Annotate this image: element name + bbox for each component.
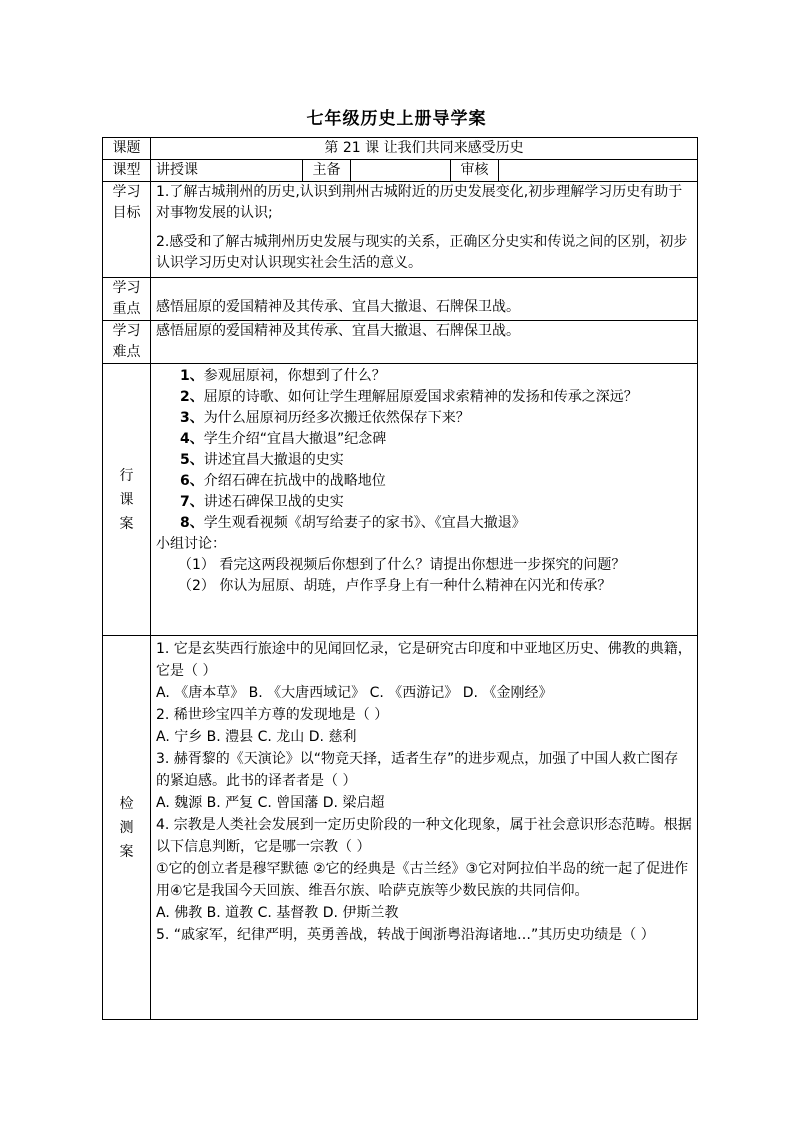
objective-item-1: 1.了解古城荆州的历史,认识到荆州古城附近的历史发展变化,初步理解学习历史有助于对事物发展的认识; <box>156 184 683 221</box>
discussion-item-2: （2） 你认为屈原、胡琏，卢作孚身上有一种什么精神在闪光和传承？ <box>178 578 612 594</box>
type-label: 课型 <box>103 160 151 182</box>
lesson-item-number: 6、 <box>180 473 204 489</box>
lesson-item-number: 8、 <box>180 515 204 531</box>
question-2-options: A. 宁乡 B. 澧县 C. 龙山 D. 慈利 <box>156 729 357 745</box>
key-points-label-line-2: 重点 <box>112 301 141 317</box>
lesson-item-number: 2、 <box>180 389 204 405</box>
lesson-item-number: 4、 <box>180 431 204 447</box>
difficulties-row <box>103 321 698 364</box>
lesson-plan-table <box>102 137 698 1020</box>
lead-label: 主备 <box>303 160 351 182</box>
lesson-item-1 <box>180 366 692 387</box>
question-1-options: A. 《唐本草》 B. 《大唐西域记》 C. 《西游记》 D. 《金刚经》 <box>156 685 553 701</box>
lesson-item-text: 屈原的诗歌、如何让学生理解屈原爱国求索精神的发扬和传承之深远？ <box>203 389 638 405</box>
lesson-item-text: 讲述石碑保卫战的史实 <box>203 494 344 510</box>
objectives-label-line-1: 学习 <box>112 184 141 200</box>
lesson-plan-label-char-2: 课 <box>119 491 134 508</box>
test-plan-label-char-3: 案 <box>119 843 134 860</box>
difficulties-text: 感悟屈原的爱国精神及其传承、宜昌大撤退、石牌保卫战。 <box>151 321 698 364</box>
key-points-row <box>103 278 698 321</box>
topic-row <box>103 138 698 160</box>
question-4-info: ①它的创立者是穆罕默德 ②它的经典是《古兰经》③它对阿拉伯半岛的统一起了促进作用④它是我国今天回族、维吾尔族、哈萨克族等少数民族的共同信仰。 <box>156 861 689 899</box>
lesson-plan-label <box>103 364 151 636</box>
difficulties-label <box>103 321 151 364</box>
lesson-item-text: 为什么屈原祠历经多次搬迁依然保存下来？ <box>203 410 470 426</box>
discussion-item-1: （1） 看完这两段视频后你想到了什么？请提出你想进一步探究的问题？ <box>178 557 626 573</box>
question-2: 2. 稀世珍宝四羊方尊的发现地是（ ） <box>156 707 389 723</box>
lesson-item-2 <box>180 387 692 408</box>
lesson-plan-label-char-1: 行 <box>119 467 134 484</box>
topic-label: 课题 <box>103 138 151 160</box>
question-4: 4. 宗教是人类社会发展到一定历史阶段的一种文化现象，属于社会意识形态范畴。根据以下信息判断，它是哪一宗教（ ） <box>156 817 692 855</box>
lesson-item-4 <box>180 429 692 450</box>
lesson-item-8 <box>180 513 692 534</box>
review-label: 审核 <box>451 160 499 182</box>
lesson-item-text: 学生介绍“宜昌大撤退”纪念碑 <box>203 431 387 447</box>
objectives-row <box>103 182 698 278</box>
lesson-item-text: 学生观看视频《胡写给妻子的家书》、《宜昌大撤退》 <box>203 515 526 531</box>
lesson-item-number: 3、 <box>180 410 204 426</box>
lesson-item-3 <box>180 408 692 429</box>
page-title: 七年级历史上册导学案 <box>306 109 487 129</box>
lesson-item-number: 1、 <box>180 368 204 384</box>
objectives-label <box>103 182 151 278</box>
lesson-plan-content <box>151 364 698 636</box>
question-3-options: A. 魏源 B. 严复 C. 曾国藩 D. 梁启超 <box>156 795 385 811</box>
lesson-plan-row <box>103 364 698 636</box>
objective-item-2: 2.感受和了解古城荆州历史发展与现实的关系，正确区分史实和传说之间的区别，初步认识学习历史对认识现实社会生活的意义。 <box>156 234 688 271</box>
lesson-item-number: 7、 <box>180 494 204 510</box>
lead-value <box>351 160 451 182</box>
key-points-label <box>103 278 151 321</box>
test-plan-label-char-2: 测 <box>119 819 134 836</box>
type-value: 讲授课 <box>151 160 303 182</box>
review-value <box>499 160 698 182</box>
test-plan-label-char-1: 检 <box>119 795 134 812</box>
question-1: 1. 它是玄奘西行旅途中的见闻回忆录，它是研究古印度和中亚地区历史、佛教的典籍，它是（ ） <box>156 641 692 679</box>
lesson-item-text: 介绍石碑在抗战中的战略地位 <box>203 473 386 489</box>
lesson-plan-label-char-3: 案 <box>119 515 134 532</box>
difficulties-label-line-2: 难点 <box>112 344 141 360</box>
lesson-item-text: 讲述宜昌大撤退的史实 <box>203 452 344 468</box>
test-plan-row <box>103 636 698 1020</box>
discussion-label: 小组讨论： <box>156 536 226 552</box>
lesson-item-7 <box>180 492 692 513</box>
lesson-item-number: 5、 <box>180 452 204 468</box>
lesson-item-text: 参观屈原祠，你想到了什么？ <box>203 368 386 384</box>
test-plan-content <box>151 636 698 1020</box>
type-row <box>103 160 698 182</box>
key-points-label-line-1: 学习 <box>112 280 141 296</box>
objectives-label-line-2: 目标 <box>112 205 141 221</box>
question-3: 3. 赫胥黎的《天演论》以“物竞天择，适者生存”的进步观点，加强了中国人救亡图存的紧迫感。此书的译者者是（ ） <box>156 751 679 789</box>
lesson-item-5 <box>180 450 692 471</box>
test-plan-label <box>103 636 151 1020</box>
objectives-content <box>151 182 698 278</box>
difficulties-label-line-1: 学习 <box>112 323 141 339</box>
topic-value: 第 21 课 让我们共同来感受历史 <box>151 138 698 160</box>
question-4-options: A. 佛教 B. 道教 C. 基督教 D. 伊斯兰教 <box>156 905 399 921</box>
question-5: 5. “戚家军，纪律严明，英勇善战，转战于闽浙粤沿海诸地…”其历史功绩是（ ） <box>156 927 655 943</box>
lesson-item-6 <box>180 471 692 492</box>
key-points-text: 感悟屈原的爱国精神及其传承、宜昌大撤退、石牌保卫战。 <box>151 278 698 321</box>
